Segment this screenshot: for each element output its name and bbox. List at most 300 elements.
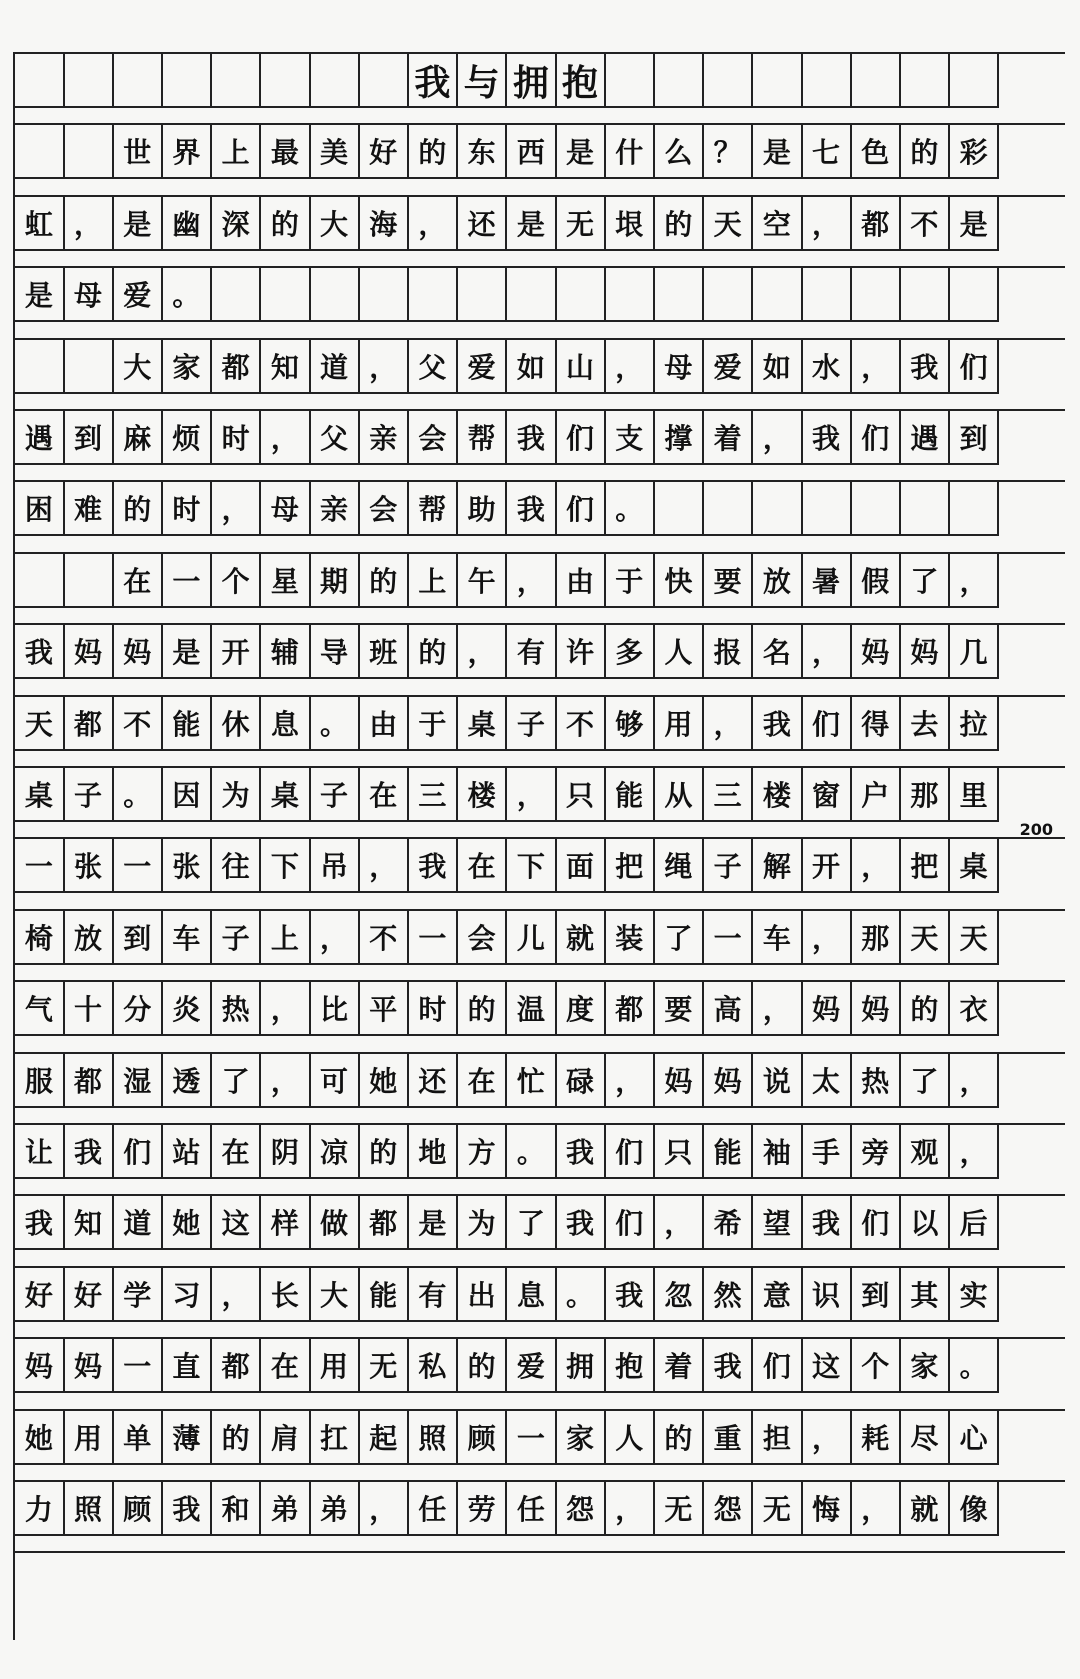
grid-cell: 我 xyxy=(802,411,852,465)
line-gap xyxy=(15,1322,1065,1339)
grid-cell: ， xyxy=(310,911,360,965)
grid-row xyxy=(15,340,1065,394)
grid-cell: 。 xyxy=(950,1339,1000,1393)
grid-cell: 气 xyxy=(15,982,65,1036)
grid-cell: 都 xyxy=(212,1339,262,1393)
grid-cell: 单 xyxy=(113,1411,163,1465)
grid-row xyxy=(15,1054,1065,1108)
grid-cell: 着 xyxy=(655,1339,705,1393)
grid-cell: 湿 xyxy=(113,1054,163,1108)
grid-row xyxy=(15,768,1065,822)
grid-cell xyxy=(901,482,951,536)
grid-cell: 上 xyxy=(261,911,311,965)
grid-row xyxy=(15,1411,1065,1465)
grid-cell: 假 xyxy=(851,554,901,608)
line-gap xyxy=(15,536,1065,553)
grid-cell xyxy=(212,54,262,108)
grid-cell: 最 xyxy=(261,125,311,179)
grid-cell: 透 xyxy=(163,1054,213,1108)
grid-cell: 任 xyxy=(507,1482,557,1536)
grid-cell: 了 xyxy=(901,554,951,608)
grid-cell: 观 xyxy=(901,1125,951,1179)
grid-cell: 上 xyxy=(212,125,262,179)
grid-cell: 美 xyxy=(310,125,360,179)
grid-cell: 还 xyxy=(458,197,508,251)
grid-cell: 什 xyxy=(605,125,655,179)
grid-cell: 。 xyxy=(113,768,163,822)
grid-cell xyxy=(458,268,508,322)
grid-cell: 有 xyxy=(409,1268,459,1322)
grid-cell: 子 xyxy=(507,697,557,751)
grid-cell: 西 xyxy=(507,125,557,179)
grid-cell xyxy=(851,54,901,108)
grid-cell: 了 xyxy=(212,1054,262,1108)
grid-cell xyxy=(64,554,114,608)
grid-cell: 母 xyxy=(655,340,705,394)
grid-cell: 由 xyxy=(359,697,409,751)
grid-cell: 习 xyxy=(163,1268,213,1322)
grid-cell xyxy=(261,268,311,322)
grid-cell xyxy=(359,54,409,108)
grid-cell: 都 xyxy=(64,697,114,751)
grid-cell: 就 xyxy=(901,1482,951,1536)
grid-cell: 可 xyxy=(310,1054,360,1108)
grid-cell: ， xyxy=(507,768,557,822)
grid-cell: 们 xyxy=(753,1339,803,1393)
grid-cell: 会 xyxy=(409,411,459,465)
grid-cell: 家 xyxy=(556,1411,606,1465)
grid-cell xyxy=(901,268,951,322)
grid-cell: 在 xyxy=(458,1054,508,1108)
line-gap xyxy=(15,1465,1065,1482)
grid-cell: 了 xyxy=(507,1196,557,1250)
grid-cell: 三 xyxy=(409,768,459,822)
grid-cell xyxy=(655,482,705,536)
grid-cell: 有 xyxy=(507,625,557,679)
grid-cell: 时 xyxy=(212,411,262,465)
grid-cell: ， xyxy=(851,839,901,893)
grid-cell: 然 xyxy=(704,1268,754,1322)
line-gap xyxy=(15,822,1065,839)
grid-row xyxy=(15,554,1065,608)
grid-row xyxy=(15,625,1065,679)
grid-cell xyxy=(163,54,213,108)
grid-cell: 站 xyxy=(163,1125,213,1179)
grid-cell: 亲 xyxy=(310,482,360,536)
grid-cell: 碌 xyxy=(556,1054,606,1108)
grid-cell: 暑 xyxy=(802,554,852,608)
grid-cell: 意 xyxy=(753,1268,803,1322)
grid-cell: 我 xyxy=(753,697,803,751)
grid-cell: 都 xyxy=(212,340,262,394)
grid-cell: ， xyxy=(704,697,754,751)
grid-cell: 子 xyxy=(310,768,360,822)
grid-cell: 母 xyxy=(64,268,114,322)
grid-cell: 我 xyxy=(802,1196,852,1250)
grid-cell: 天 xyxy=(15,697,65,751)
grid-cell: 色 xyxy=(851,125,901,179)
grid-cell: 知 xyxy=(64,1196,114,1250)
grid-cell: 在 xyxy=(261,1339,311,1393)
grid-cell: 从 xyxy=(655,768,705,822)
line-gap xyxy=(15,1036,1065,1053)
grid-cell: 弟 xyxy=(261,1482,311,1536)
grid-cell xyxy=(212,268,262,322)
grid-cell: 衣 xyxy=(950,982,1000,1036)
grid-cell: 息 xyxy=(261,697,311,751)
grid-cell: 能 xyxy=(163,697,213,751)
grid-cell: 我 xyxy=(409,54,459,108)
grid-cell: 无 xyxy=(753,1482,803,1536)
grid-cell: ， xyxy=(851,340,901,394)
grid-cell: 直 xyxy=(163,1339,213,1393)
grid-cell: 担 xyxy=(753,1411,803,1465)
grid-cell: ， xyxy=(802,197,852,251)
grid-cell: ， xyxy=(261,1054,311,1108)
grid-cell xyxy=(802,482,852,536)
grid-cell: 户 xyxy=(851,768,901,822)
grid-cell: 我 xyxy=(15,625,65,679)
grid-cell: 袖 xyxy=(753,1125,803,1179)
grid-cell: 儿 xyxy=(507,911,557,965)
grid-row xyxy=(15,482,1065,536)
grid-cell xyxy=(605,268,655,322)
line-gap xyxy=(15,394,1065,411)
grid-cell: 的 xyxy=(212,1411,262,1465)
grid-cell: 烦 xyxy=(163,411,213,465)
grid-cell: 是 xyxy=(507,197,557,251)
grid-cell xyxy=(655,268,705,322)
grid-cell: 面 xyxy=(556,839,606,893)
grid-cell: 的 xyxy=(113,482,163,536)
grid-cell: 后 xyxy=(950,1196,1000,1250)
grid-cell: 心 xyxy=(950,1411,1000,1465)
grid-cell: 会 xyxy=(359,482,409,536)
grid-cell: ， xyxy=(212,1268,262,1322)
grid-cell: 深 xyxy=(212,197,262,251)
grid-cell: ， xyxy=(64,197,114,251)
grid-cell: 热 xyxy=(851,1054,901,1108)
grid-cell: 家 xyxy=(163,340,213,394)
grid-cell: 吊 xyxy=(310,839,360,893)
grid-cell: 是 xyxy=(15,268,65,322)
grid-cell: 子 xyxy=(704,839,754,893)
grid-cell: 天 xyxy=(901,911,951,965)
grid-cell xyxy=(802,54,852,108)
grid-cell: 方 xyxy=(458,1125,508,1179)
grid-cell: ， xyxy=(261,411,311,465)
grid-cell: 个 xyxy=(212,554,262,608)
grid-cell: 时 xyxy=(163,482,213,536)
grid-cell: ， xyxy=(950,554,1000,608)
grid-cell: 劳 xyxy=(458,1482,508,1536)
grid-cell: 妈 xyxy=(851,625,901,679)
grid-cell: 力 xyxy=(15,1482,65,1536)
grid-cell: 拉 xyxy=(950,697,1000,751)
grid-cell: 的 xyxy=(458,1339,508,1393)
grid-cell: 我 xyxy=(507,411,557,465)
grid-cell: 忙 xyxy=(507,1054,557,1108)
grid-cell: 薄 xyxy=(163,1411,213,1465)
grid-cell: 弟 xyxy=(310,1482,360,1536)
grid-cell: 于 xyxy=(409,697,459,751)
grid-cell: 时 xyxy=(409,982,459,1036)
grid-cell: 用 xyxy=(310,1339,360,1393)
grid-cell: 以 xyxy=(901,1196,951,1250)
grid-cell: 因 xyxy=(163,768,213,822)
grid-cell: ， xyxy=(950,1125,1000,1179)
grid-cell: 地 xyxy=(409,1125,459,1179)
grid-cell: 开 xyxy=(212,625,262,679)
grid-cell: 父 xyxy=(409,340,459,394)
line-gap xyxy=(15,751,1065,768)
grid-cell: ， xyxy=(950,1054,1000,1108)
grid-cell: 么 xyxy=(655,125,705,179)
grid-cell: 。 xyxy=(556,1268,606,1322)
grid-cell xyxy=(753,54,803,108)
grid-cell: 与 xyxy=(458,54,508,108)
grid-cell: ， xyxy=(605,1482,655,1536)
grid-row xyxy=(15,1268,1065,1322)
grid-cell: 的 xyxy=(901,125,951,179)
grid-cell xyxy=(15,125,65,179)
grid-cell: 会 xyxy=(458,911,508,965)
grid-cell xyxy=(310,268,360,322)
grid-cell: ， xyxy=(458,625,508,679)
grid-cell: 快 xyxy=(655,554,705,608)
grid-cell xyxy=(15,54,65,108)
grid-cell: 们 xyxy=(605,1196,655,1250)
grid-cell: ， xyxy=(802,625,852,679)
line-gap xyxy=(15,108,1065,125)
grid-cell: 于 xyxy=(605,554,655,608)
grid-cell: 难 xyxy=(64,482,114,536)
grid-cell: 窗 xyxy=(802,768,852,822)
grid-cell: 不 xyxy=(901,197,951,251)
grid-cell xyxy=(15,340,65,394)
grid-cell: 椅 xyxy=(15,911,65,965)
grid-cell xyxy=(409,268,459,322)
grid-cell xyxy=(704,54,754,108)
grid-row xyxy=(15,1196,1065,1250)
grid-cell: 一 xyxy=(163,554,213,608)
grid-cell: 遇 xyxy=(901,411,951,465)
grid-row xyxy=(15,839,1065,893)
grid-cell xyxy=(704,482,754,536)
grid-cell: 家 xyxy=(901,1339,951,1393)
grid-cell: 下 xyxy=(261,839,311,893)
grid-cell: 午 xyxy=(458,554,508,608)
grid-cell xyxy=(113,54,163,108)
grid-cell: 能 xyxy=(704,1125,754,1179)
line-gap xyxy=(15,1250,1065,1267)
grid-row xyxy=(15,1125,1065,1179)
grid-cell xyxy=(655,54,705,108)
grid-cell xyxy=(64,340,114,394)
grid-cell: 多 xyxy=(605,625,655,679)
grid-cell: ， xyxy=(359,340,409,394)
grid-cell: ， xyxy=(507,554,557,608)
grid-cell: 妈 xyxy=(64,625,114,679)
grid-cell: 我 xyxy=(15,1196,65,1250)
grid-cell: 为 xyxy=(212,768,262,822)
grid-cell: ， xyxy=(851,1482,901,1536)
grid-cell: 实 xyxy=(950,1268,1000,1322)
grid-cell: 我 xyxy=(64,1125,114,1179)
grid-cell: 三 xyxy=(704,768,754,822)
grid-cell: ， xyxy=(409,197,459,251)
grid-cell: 车 xyxy=(163,911,213,965)
grid-cell: 。 xyxy=(605,482,655,536)
grid-cell: 解 xyxy=(753,839,803,893)
grid-cell: 垠 xyxy=(605,197,655,251)
grid-cell: ， xyxy=(753,982,803,1036)
grid-cell: 长 xyxy=(261,1268,311,1322)
grid-cell xyxy=(359,268,409,322)
grid-row xyxy=(15,197,1065,251)
grid-cell: 个 xyxy=(851,1339,901,1393)
grid-cell: 楼 xyxy=(458,768,508,822)
title-row xyxy=(15,54,1065,108)
grid-cell xyxy=(950,268,1000,322)
grid-cell: 要 xyxy=(655,982,705,1036)
line-gap xyxy=(15,965,1065,982)
grid-cell: 在 xyxy=(458,839,508,893)
grid-cell: 好 xyxy=(15,1268,65,1322)
grid-cell: 道 xyxy=(113,1196,163,1250)
grid-cell: 能 xyxy=(359,1268,409,1322)
grid-cell: 一 xyxy=(113,839,163,893)
grid-cell: 的 xyxy=(458,982,508,1036)
grid-cell: 我 xyxy=(605,1268,655,1322)
grid-cell: 肩 xyxy=(261,1411,311,1465)
grid-cell: 说 xyxy=(753,1054,803,1108)
grid-cell: 到 xyxy=(950,411,1000,465)
grid-cell: 的 xyxy=(359,554,409,608)
grid-cell: 拥 xyxy=(507,54,557,108)
grid-cell: 放 xyxy=(64,911,114,965)
grid-cell: 用 xyxy=(64,1411,114,1465)
grid-cell xyxy=(901,54,951,108)
grid-cell: 辅 xyxy=(261,625,311,679)
grid-cell: 好 xyxy=(64,1268,114,1322)
grid-cell: 妈 xyxy=(851,982,901,1036)
grid-cell: 到 xyxy=(64,411,114,465)
grid-cell: 妈 xyxy=(901,625,951,679)
grid-cell: 都 xyxy=(605,982,655,1036)
grid-cell: 我 xyxy=(409,839,459,893)
grid-cell: 的 xyxy=(261,197,311,251)
grid-cell: 人 xyxy=(655,625,705,679)
grid-cell: 平 xyxy=(359,982,409,1036)
line-gap xyxy=(15,893,1065,910)
grid-cell: 往 xyxy=(212,839,262,893)
grid-cell: 的 xyxy=(409,625,459,679)
grid-cell: 在 xyxy=(212,1125,262,1179)
grid-cell: 任 xyxy=(409,1482,459,1536)
grid-row xyxy=(15,268,1065,322)
grid-cell: 照 xyxy=(409,1411,459,1465)
line-gap xyxy=(15,1393,1065,1410)
grid-row xyxy=(15,1482,1065,1536)
grid-cell: 她 xyxy=(15,1411,65,1465)
grid-cell: 麻 xyxy=(113,411,163,465)
line-gap xyxy=(15,1108,1065,1125)
grid-cell xyxy=(851,482,901,536)
grid-cell: 妈 xyxy=(15,1339,65,1393)
grid-cell: 山 xyxy=(556,340,606,394)
grid-cell: 遇 xyxy=(15,411,65,465)
word-count-marker: 200 xyxy=(1019,820,1053,839)
grid-cell: 彩 xyxy=(950,125,1000,179)
grid-cell: 困 xyxy=(15,482,65,536)
grid-cell: 妈 xyxy=(113,625,163,679)
grid-cell: 高 xyxy=(704,982,754,1036)
grid-cell: ， xyxy=(212,482,262,536)
line-gap xyxy=(15,1179,1065,1196)
grid-cell: 好 xyxy=(359,125,409,179)
grid-cell: 开 xyxy=(802,839,852,893)
grid-cell: 怨 xyxy=(556,1482,606,1536)
grid-cell: 私 xyxy=(409,1339,459,1393)
grid-cell: 报 xyxy=(704,625,754,679)
grid-cell: 抱 xyxy=(605,1339,655,1393)
grid-cell: 就 xyxy=(556,911,606,965)
grid-row xyxy=(15,911,1065,965)
grid-cell: 桌 xyxy=(15,768,65,822)
grid-cell: ， xyxy=(605,1054,655,1108)
grid-cell: 不 xyxy=(556,697,606,751)
grid-cell: 是 xyxy=(753,125,803,179)
grid-cell: 里 xyxy=(950,768,1000,822)
grid-cell: 抱 xyxy=(556,54,606,108)
grid-cell: 像 xyxy=(950,1482,1000,1536)
grid-cell: 下 xyxy=(507,839,557,893)
grid-cell: 悔 xyxy=(802,1482,852,1536)
grid-cell: 妈 xyxy=(802,982,852,1036)
grid-cell: 是 xyxy=(113,197,163,251)
grid-cell: 一 xyxy=(507,1411,557,1465)
grid-cell: 爱 xyxy=(113,268,163,322)
grid-cell: 帮 xyxy=(409,482,459,536)
grid-cell: 服 xyxy=(15,1054,65,1108)
grid-cell: ， xyxy=(261,982,311,1036)
composition-grid xyxy=(13,52,1065,1640)
grid-cell: 上 xyxy=(409,554,459,608)
grid-cell: 由 xyxy=(556,554,606,608)
grid-cell: 无 xyxy=(556,197,606,251)
line-gap xyxy=(15,608,1065,625)
grid-cell: 我 xyxy=(901,340,951,394)
grid-cell: 虹 xyxy=(15,197,65,251)
grid-cell: 炎 xyxy=(163,982,213,1036)
grid-cell: 子 xyxy=(64,768,114,822)
grid-cell: 她 xyxy=(163,1196,213,1250)
grid-cell: 撑 xyxy=(655,411,705,465)
grid-cell xyxy=(851,268,901,322)
grid-cell: 帮 xyxy=(458,411,508,465)
grid-cell: 热 xyxy=(212,982,262,1036)
grid-cell: 做 xyxy=(310,1196,360,1250)
grid-cell: 是 xyxy=(163,625,213,679)
line-gap xyxy=(15,179,1065,196)
grid-cell: 名 xyxy=(753,625,803,679)
grid-cell: 张 xyxy=(163,839,213,893)
grid-cell xyxy=(753,268,803,322)
grid-cell: 支 xyxy=(605,411,655,465)
grid-cell: 导 xyxy=(310,625,360,679)
grid-cell: 。 xyxy=(507,1125,557,1179)
